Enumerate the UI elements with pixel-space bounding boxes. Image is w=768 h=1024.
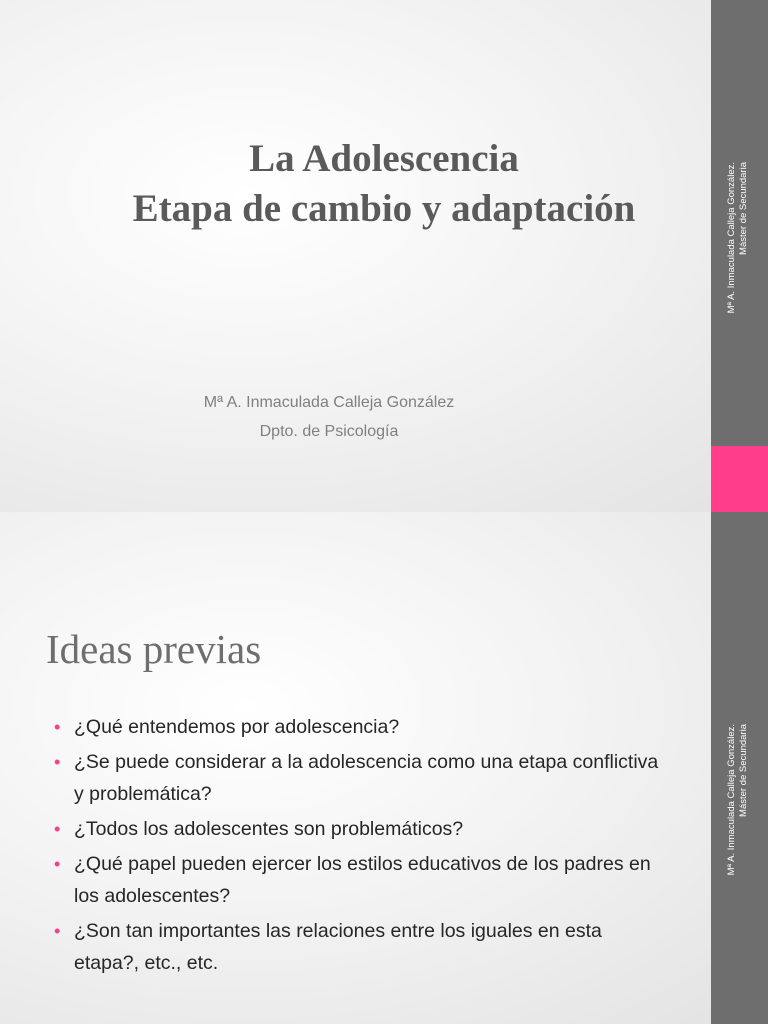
- slide-title: [0, 134, 768, 234]
- bullet-icon: •: [54, 717, 61, 737]
- slide-subtitle: [0, 388, 658, 446]
- list-item: [54, 711, 664, 743]
- list-item: [54, 848, 664, 912]
- side-course-label: Máster de Secundaria: [738, 162, 749, 255]
- bullet-text: ¿Son tan importantes las relaciones entre los iguales en esta etapa?, etc., etc.: [74, 920, 602, 974]
- list-item: [54, 915, 664, 979]
- content-slide: [0, 512, 768, 1024]
- bullet-list: [54, 711, 664, 982]
- side-course-label: Máster de Secundaria: [738, 724, 749, 817]
- bullet-text: ¿Qué entendemos por adolescencia?: [74, 716, 400, 738]
- bullet-icon: •: [54, 819, 61, 839]
- accent-block: [711, 446, 768, 518]
- author-name: Mª A. Inmaculada Calleja González: [203, 394, 455, 411]
- bullet-text: ¿Todos los adolescentes son problemáticos?: [74, 818, 464, 840]
- bullet-icon: •: [54, 854, 61, 874]
- side-author-label: Mª A. Inmaculada Calleja González.: [726, 724, 737, 876]
- department-name: Dpto. de Psicología: [259, 423, 399, 440]
- side-author-label: Mª A. Inmaculada Calleja González.: [726, 162, 737, 314]
- slide-2-side-text: [726, 724, 750, 1024]
- bullet-icon: •: [54, 921, 61, 941]
- title-line-1: La Adolescencia: [249, 137, 519, 180]
- bullet-icon: •: [54, 752, 61, 772]
- list-item: [54, 813, 664, 845]
- title-line-2: Etapa de cambio y adaptación: [132, 187, 636, 230]
- bullet-text: ¿Qué papel pueden ejercer los estilos educativos de los padres en los adolescentes?: [74, 853, 651, 907]
- slide-heading: Ideas previas: [46, 626, 262, 672]
- list-item: [54, 746, 664, 810]
- bullet-text: ¿Se puede considerar a la adolescencia como una etapa conflictiva y problemática?: [74, 751, 659, 805]
